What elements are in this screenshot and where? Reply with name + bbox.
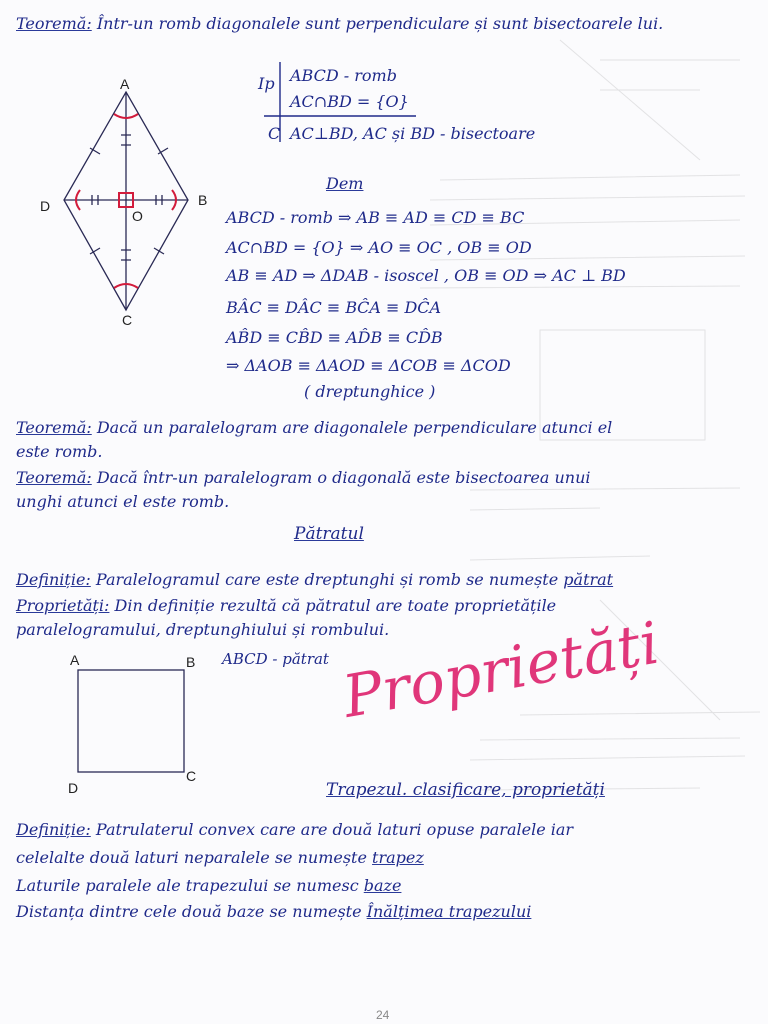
theorem-label: Teoremă: — [16, 14, 92, 33]
definition-text: Paralelogramul care este dreptunghi și romb se numește — [95, 570, 559, 589]
theorem-text: este romb. — [16, 442, 103, 461]
square-outline — [78, 670, 184, 772]
proof-title: Dem — [326, 174, 364, 193]
theorem-bisector — [16, 468, 591, 487]
height-text: Distanța dintre cele două baze se numește — [16, 902, 362, 921]
bases-term: baze — [363, 876, 402, 895]
trapezoid-bases — [16, 876, 401, 895]
proof-line: AB ≡ AD ⇒ ΔDAB - isoscel , OB ≡ OD ⇒ AC ⊥ BD — [226, 266, 626, 285]
definition-term: trapez — [372, 848, 424, 867]
trapezoid-definition-cont — [16, 848, 424, 867]
proof-line: ⇒ ΔAOB ≡ ΔAOD ≡ ΔCOB ≡ ΔCOD — [226, 356, 511, 375]
theorem-label: Teoremă: — [16, 468, 92, 487]
rhombus-vertex: A — [120, 76, 130, 92]
square-vertex: B — [186, 654, 196, 670]
definition-label: Definiție: — [16, 570, 91, 589]
rhombus-center: O — [132, 208, 143, 224]
rhombus-vertex: B — [198, 192, 208, 208]
square-title: Pătratul — [294, 524, 364, 544]
hypothesis-line: AC∩BD = {O} — [290, 92, 409, 111]
trapezoid-height — [16, 902, 531, 921]
square-definition — [16, 570, 613, 589]
hypothesis-label: Ip — [258, 74, 275, 93]
rhombus-vertex: C — [122, 312, 133, 328]
trapezoid-title: Trapezul. clasificare, proprietăți — [326, 780, 605, 800]
proof-line: AC∩BD = {O} ⇒ AO ≡ OC , OB ≡ OD — [226, 238, 532, 257]
theorem-text: unghi atunci el este romb. — [16, 492, 230, 511]
rhombus-vertex: D — [40, 198, 51, 214]
rhombus-theorem — [16, 14, 663, 33]
theorem-perpendicular — [16, 418, 612, 437]
hypothesis-line: ABCD - romb — [290, 66, 397, 85]
conclusion-text: AC⊥BD, AC și BD - bisectoare — [290, 124, 536, 143]
square-figure — [70, 664, 200, 784]
definition-text: Patrulaterul convex care are două laturi opuse paralele iar — [95, 820, 574, 839]
proof-line: AB̂D ≡ CB̂D ≡ AD̂B ≡ CD̂B — [226, 328, 443, 347]
theorem-text: Într-un romb diagonalele sunt perpendiculare și sunt bisectoarele lui. — [96, 14, 664, 33]
bases-text: Laturile paralele ale trapezului se numesc — [16, 876, 359, 895]
proof-line: BÂC ≡ DÂC ≡ BĈA ≡ DĈA — [226, 298, 442, 317]
proof-line: ( dreptunghice ) — [304, 382, 436, 401]
page-number: 24 — [376, 1008, 390, 1022]
definition-label: Definiție: — [16, 820, 91, 839]
pink-heading: Proprietăți — [338, 608, 665, 731]
square-caption: ABCD - pătrat — [222, 650, 329, 668]
theorem-text: Dacă un paralelogram are diagonalele perpendiculare atunci el — [96, 418, 613, 437]
square-properties — [16, 596, 556, 615]
square-vertex: C — [186, 768, 197, 784]
definition-text: celelalte două laturi neparalele se numește — [16, 848, 367, 867]
height-term: Înălțimea trapezului — [366, 902, 532, 921]
property-text: Din definiție rezultă că pătratul are toate proprietățile — [114, 596, 557, 615]
proof-line: ABCD - romb ⇒ AB ≡ AD ≡ CD ≡ BC — [226, 208, 525, 227]
property-label: Proprietăți: — [16, 596, 110, 615]
square-vertex: D — [68, 780, 79, 796]
theorem-label: Teoremă: — [16, 418, 92, 437]
square-vertex: A — [70, 652, 80, 668]
property-text: paralelogramului, dreptunghiului și rombului. — [16, 620, 390, 639]
rhombus-figure — [30, 70, 220, 340]
trapezoid-definition — [16, 820, 573, 839]
conclusion-label: C — [268, 124, 281, 143]
theorem-text: Dacă într-un paralelogram o diagonală este bisectoarea unui — [96, 468, 591, 487]
definition-term: pătrat — [563, 570, 614, 589]
